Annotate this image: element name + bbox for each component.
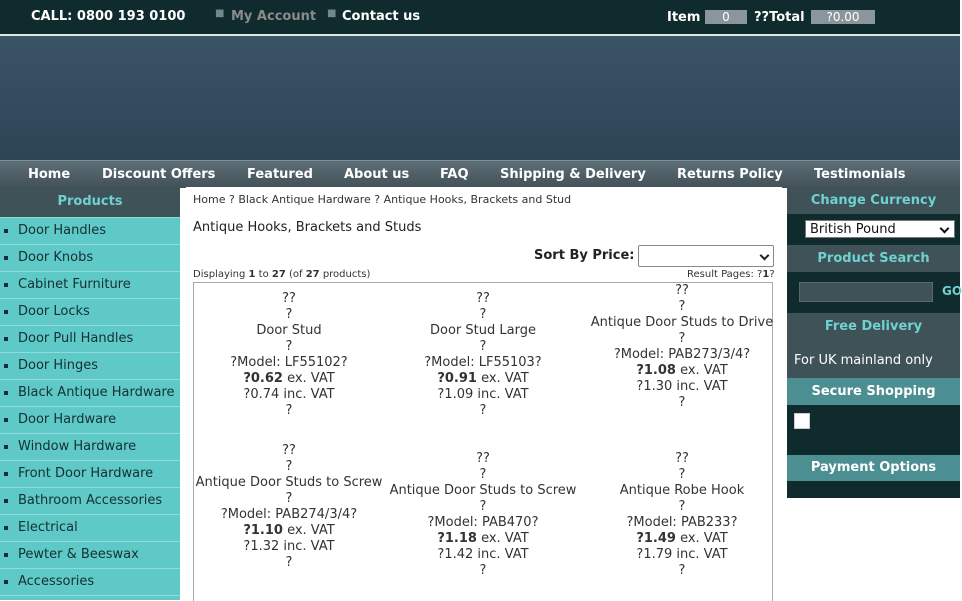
sort-label: Sort By Price: — [534, 248, 635, 263]
product-grid — [193, 282, 773, 601]
broken-image-icon — [794, 413, 810, 429]
product-model: ?Model: LF55103? — [424, 355, 542, 370]
category-electrical[interactable]: Electrical — [0, 515, 180, 542]
price-ex-vat: ?0.91 ex. VAT — [437, 371, 529, 386]
price-ex-vat: ?0.62 ex. VAT — [243, 371, 335, 386]
category-accessories[interactable]: Accessories — [0, 569, 180, 596]
breadcrumb[interactable]: Home ? Black Antique Hardware ? Antique Hooks, Brackets and Stud — [193, 193, 572, 206]
price-ex-vat: ?1.10 ex. VAT — [243, 523, 335, 538]
category-door-hinges[interactable]: Door Hinges — [0, 353, 180, 380]
page-link[interactable]: 1 — [762, 269, 770, 280]
secure-heading: Secure Shopping — [787, 378, 960, 405]
cart-item-count: 0 — [705, 10, 747, 24]
product-image-placeholder[interactable]: ?? — [282, 443, 296, 458]
product-model: ?Model: PAB274/3/4? — [220, 507, 358, 522]
price-inc-vat: ?1.09 inc. VAT — [437, 387, 529, 402]
separator-bullet: ■ — [327, 8, 337, 19]
nav-shipping-delivery[interactable]: Shipping & Delivery — [500, 167, 646, 182]
product-name[interactable]: Door Stud Large — [430, 323, 536, 338]
top-bar — [0, 0, 960, 36]
product-image-placeholder[interactable]: ?? — [476, 451, 490, 466]
category-window-hardware[interactable]: Window Hardware — [0, 434, 180, 461]
right-sidebar — [787, 187, 960, 498]
cart-total-value: ?0.00 — [811, 10, 875, 24]
payment-heading: Payment Options — [787, 455, 960, 481]
product-name[interactable]: Antique Door Studs to Drive — [590, 315, 774, 330]
category-pewter-beeswax[interactable]: Pewter & Beeswax — [0, 542, 180, 569]
category-door-locks[interactable]: Door Locks — [0, 299, 180, 326]
product-name[interactable]: Antique Door Studs to Screw — [389, 483, 577, 498]
nav-testimonials[interactable]: Testimonials — [814, 167, 906, 182]
products-sidebar — [0, 187, 180, 600]
nav-featured[interactable]: Featured — [247, 167, 313, 182]
price-inc-vat: ?1.30 inc. VAT — [636, 379, 728, 394]
price-inc-vat: ?1.32 inc. VAT — [243, 539, 335, 554]
search-go-button[interactable]: GO — [942, 284, 962, 298]
sort-by-price-select[interactable] — [638, 245, 774, 267]
product-card: ?? ? Door Stud ? ?Model: LF55102? ?0.62 ex. VAT ?0.74 inc. VAT ? — [194, 291, 384, 419]
page-title: Antique Hooks, Brackets and Studs — [193, 220, 422, 235]
product-name[interactable]: Door Stud — [256, 323, 322, 338]
cart-total-label: ??Total — [754, 10, 805, 25]
nav-discount-offers[interactable]: Discount Offers — [102, 167, 216, 182]
category-black-antique-hardware[interactable]: Black Antique Hardware — [0, 380, 180, 407]
contact-us-link[interactable]: Contact us — [342, 9, 421, 24]
currency-heading: Change Currency — [787, 187, 960, 214]
product-card: ?? ? Door Stud Large ? ?Model: LF55103? ?0.91 ex. VAT ?1.09 inc. VAT ? — [388, 291, 578, 419]
product-image-placeholder[interactable]: ?? — [476, 291, 490, 306]
category-door-handles[interactable]: Door Handles — [0, 218, 180, 245]
price-ex-vat: ?1.49 ex. VAT — [636, 531, 728, 546]
my-account-link[interactable]: My Account — [231, 9, 317, 24]
product-image-placeholder[interactable]: ?? — [282, 291, 296, 306]
price-ex-vat: ?1.18 ex. VAT — [437, 531, 529, 546]
price-inc-vat: ?0.74 inc. VAT — [243, 387, 335, 402]
product-card: ?? ? Antique Door Studs to Screw ? ?Model: PAB274/3/4? ?1.10 ex. VAT ?1.32 inc. VAT ? — [195, 443, 383, 570]
product-name[interactable]: Antique Door Studs to Screw — [195, 475, 383, 490]
category-front-door-hardware[interactable]: Front Door Hardware — [0, 461, 180, 488]
nav-faq[interactable]: FAQ — [440, 167, 469, 182]
nav-home[interactable]: Home — [28, 167, 71, 182]
separator-bullet: ■ — [215, 8, 225, 19]
category-door-knobs[interactable]: Door Knobs — [0, 245, 180, 272]
result-pages: Result Pages: ?1? — [687, 269, 775, 280]
category-list — [0, 218, 180, 596]
category-bathroom-accessories[interactable]: Bathroom Accessories — [0, 488, 180, 515]
product-card: ?? ? Antique Door Studs to Drive ? ?Model: PAB273/3/4? ?1.08 ex. VAT ?1.30 inc. VAT ? — [587, 283, 777, 411]
product-model: ?Model: PAB470? — [427, 515, 539, 530]
category-door-pull-handles[interactable]: Door Pull Handles — [0, 326, 180, 353]
nav-returns-policy[interactable]: Returns Policy — [677, 167, 783, 182]
price-inc-vat: ?1.79 inc. VAT — [636, 547, 728, 562]
price-inc-vat: ?1.42 inc. VAT — [437, 547, 529, 562]
product-image-placeholder[interactable]: ?? — [675, 451, 689, 466]
product-name[interactable]: Antique Robe Hook — [619, 483, 745, 498]
product-model: ?Model: PAB233? — [626, 515, 738, 530]
product-model: ?Model: PAB273/3/4? — [613, 347, 751, 362]
product-image-placeholder[interactable]: ?? — [675, 283, 689, 298]
delivery-heading: Free Delivery — [787, 313, 960, 340]
currency-select[interactable]: British Pound — [805, 220, 955, 238]
cart-item-label: Item — [667, 10, 701, 25]
search-heading: Product Search — [787, 245, 960, 272]
nav-about-us[interactable]: About us — [344, 167, 410, 182]
product-model: ?Model: LF55102? — [230, 355, 348, 370]
header-banner — [0, 36, 960, 160]
price-ex-vat: ?1.08 ex. VAT — [636, 363, 728, 378]
category-door-hardware[interactable]: Door Hardware — [0, 407, 180, 434]
product-card: ?? ? Antique Robe Hook ? ?Model: PAB233? ?1.49 ex. VAT ?1.79 inc. VAT ? — [587, 451, 777, 579]
product-card: ?? ? Antique Door Studs to Screw ? ?Model: PAB470? ?1.18 ex. VAT ?1.42 inc. VAT ? — [389, 451, 577, 578]
displaying-count: Displaying 1 to 27 (of 27 products) — [193, 269, 371, 280]
call-number: CALL: 0800 193 0100 — [31, 9, 186, 24]
category-cabinet-furniture[interactable]: Cabinet Furniture — [0, 272, 180, 299]
delivery-text: For UK mainland only — [794, 353, 933, 368]
products-heading: Products — [0, 187, 180, 218]
main-content — [186, 187, 782, 600]
main-nav — [0, 160, 960, 188]
search-input[interactable] — [799, 282, 933, 302]
